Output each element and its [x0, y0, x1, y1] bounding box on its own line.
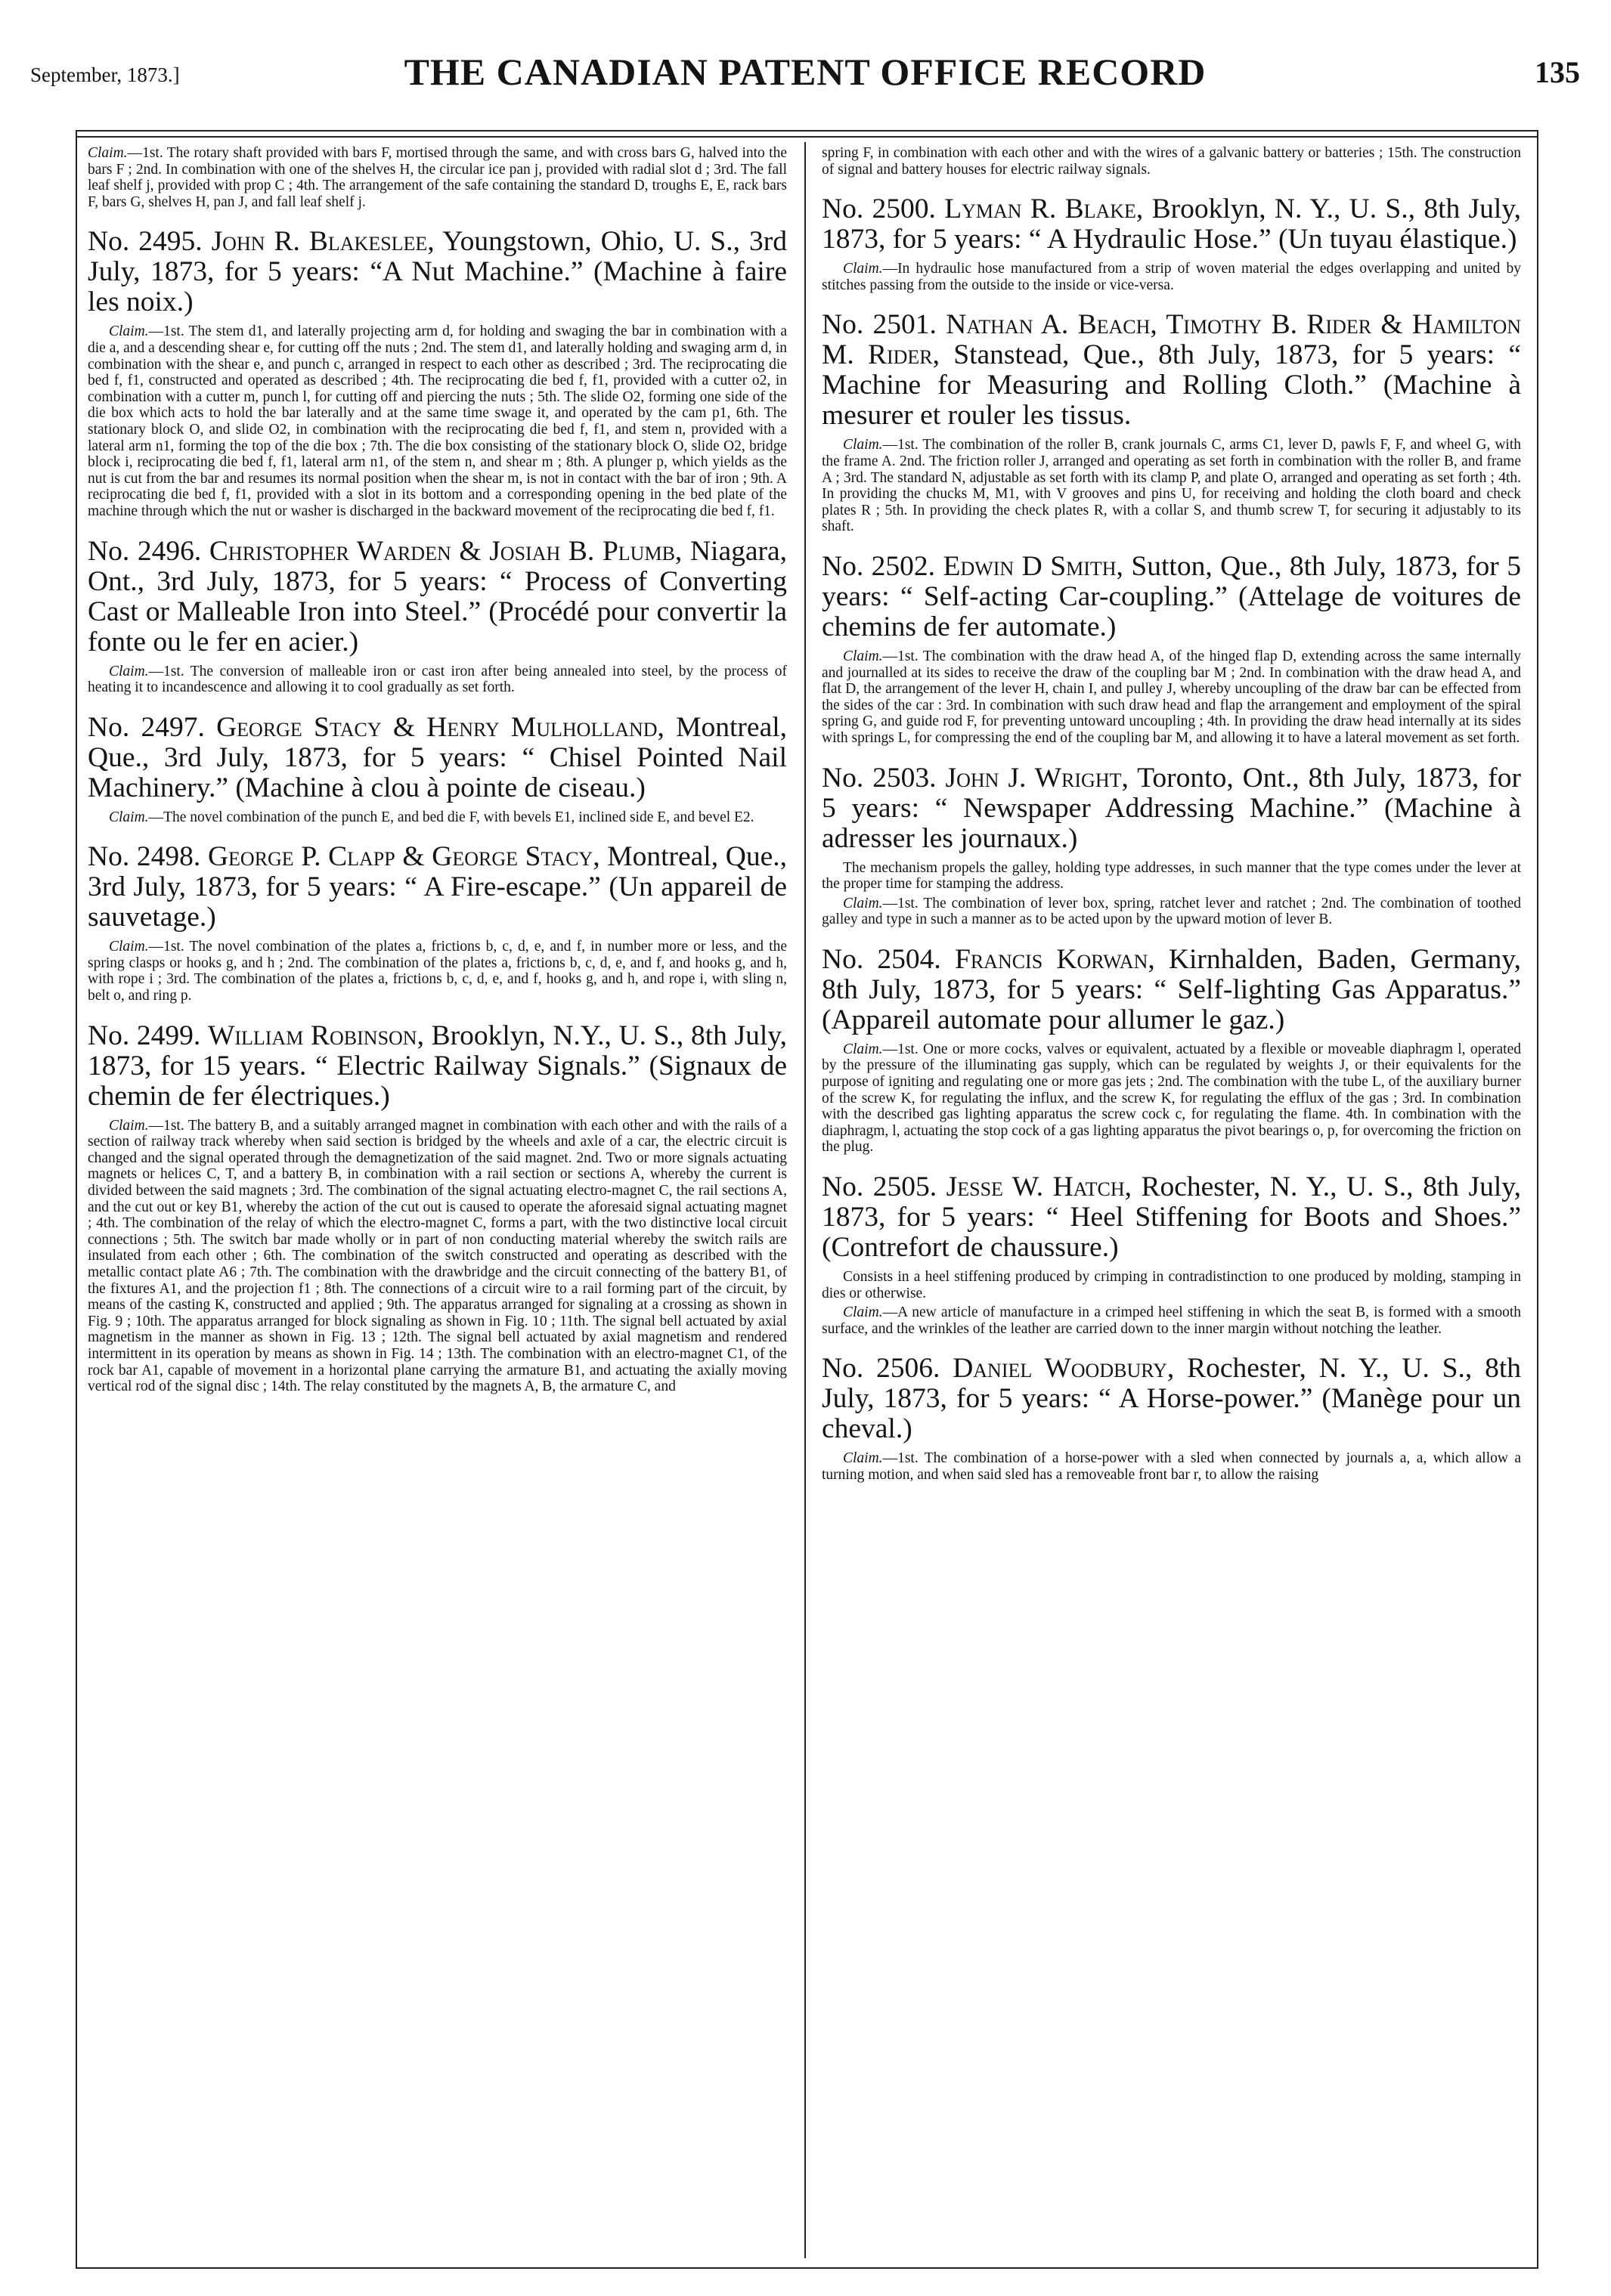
- patent-number: No. 2503.: [822, 762, 937, 794]
- paragraph-text: —1st. The rotary shaft provided with bars F, mortised through the same, and with cross bars G, halved into the bars F ; 2nd. In combination with one of the shelves H, the circular ice pan j, provided with radial slot d ; 3rd. The fall leaf shelf j, provided with prop C ; 4th. The arrangement of the safe containing the standard D, troughs E, E, rack bars F, bars G, shelves H, pan J, and fall leaf shelf j.: [88, 145, 787, 210]
- page-number: 135: [1535, 55, 1580, 89]
- claim-paragraph: [822, 437, 1521, 535]
- claim-label: Claim.: [109, 809, 149, 825]
- patent-number: No. 2495.: [88, 226, 203, 258]
- claim-label: Claim.: [843, 1450, 883, 1467]
- claim-paragraph: [88, 1118, 787, 1395]
- paragraph-text: spring F, in combination with each other and with the wires of a galvanic battery or batteries ; 15th. The construction of signal and battery houses for electric railway signals.: [822, 145, 1521, 178]
- claim-paragraph: [822, 896, 1521, 928]
- patent-entry: [88, 842, 787, 1004]
- publication-title: THE CANADIAN PATENT OFFICE RECORD: [404, 51, 1207, 93]
- patent-entry: [88, 537, 787, 696]
- patent-entry: [88, 713, 787, 826]
- paragraph-text: —1st. The battery B, and a suitably arranged magnet in combination with each other and with the rails of a section of railway track whereby when said section is bridged by the wheels and axle of a car, the electric circuit is changed and the signal operated through the demagnetization of the said magnet. 2nd. Two or more signals actuating magnets or helices C, T, and a battery B, in combination with a rail section or sections A, whereby the current is divided between the said magnets ; 3rd. The combination of the signal actuating electro-magnet C, the rail sections A, and the cut out or key B1, whereby the action of the cut out is caused to operate the aforesaid signal actuating magnet ; 4th. The combination of the relay of which the electro-magnet C, forms a part, with the two distinctive local circuit connections ; 5th. The switch bar made wholly or in part of non conducting material whereby the switch rails are insulated from each other ; 6th. The combination of the switch constructed and operating as described with the metallic contact plate A6 ; 7th. The combination with the drawbridge and the circuit connecting of the battery B1, of the fixtures A1, and the projection f1 ; 8th. The connections of a circuit wire to a rail forming part of the circuit, by means of the casting K, constructed and applied ; 9th. The apparatus arranged for signaling at a crossing as shown in Fig. 9 ; 10th. The apparatus arranged for block signaling as shown in Fig. 10 ; 11th. The signal bell actuated by axial magnetism in the manner as shown in Fig. 13 ; 12th. The signal bell actuated by axial magnetism and rendered intermittent in its operation by means as shown in Fig. 14 ; 13th. The combination with an electro-magnet C1, of the rock bar A1, capable of movement in a horizontal plane carrying the armature B1, and actuating the axially moving vertical rod of the signal disc ; 14th. The relay constituted by the magnets A, B, the armature C, and: [88, 1117, 787, 1395]
- paragraph-text: —1st. The combination of lever box, spring, ratchet lever and ratchet ; 2nd. The combination of toothed galley and type in such a manner as to be acted upon by the upward motion of lever B.: [822, 895, 1521, 928]
- patent-details: Brooklyn, N.Y., U. S., 8th July, 1873, for 15 years. “ Electric Railway Signals.” (Signaux de chemin de fer électriques.): [88, 1020, 787, 1112]
- column-rule: [804, 142, 806, 2258]
- claim-label: Claim.: [109, 323, 149, 340]
- description-paragraph: [822, 860, 1521, 893]
- patent-details: Rochester, N. Y., U. S., 8th July, 1873, for 5 years: “ A Horse-power.” (Manège pour un cheval.): [822, 1353, 1521, 1445]
- patent-number: No. 2496.: [88, 535, 202, 567]
- claim-label: Claim.: [843, 1304, 883, 1321]
- paragraph-text: —1st. The combination of the roller B, crank journals C, arms C1, lever D, pawls F, F, and wheel G, with the frame A. 2nd. The friction roller J, arranged and operating as set forth in combination with the roller B, and frame A ; 3rd. The standard N, adjustable as set forth with its clamp P, and plate O, arranged and operating as set forth ; 4th. In providing the chucks M, M1, with V grooves and pins U, for receiving and holding the cloth board and check plates R ; 5th. In providing the check plates R, with a collar S, and thumb screw T, for securing it adjustably to its shaft.: [822, 437, 1521, 535]
- patent-heading: [822, 945, 1521, 1035]
- paragraph-text: —The novel combination of the punch E, and bed die F, with bevels E1, inclined side E, and bevel E2.: [148, 809, 754, 825]
- patent-details: Kirnhalden, Baden, Germany, 8th July, 1873, for 5 years: “ Self-lighting Gas Apparatus.” (Appareil automate pour allumer le gaz.): [822, 943, 1521, 1035]
- paragraph-text: —1st. The combination of a horse-power with a sled when connected by journals a, a, which allow a turning motion, and when said sled has a removeable front bar r, to allow the raising: [822, 1450, 1521, 1483]
- patent-details: Montreal, Que., 3rd July, 1873, for 5 years: “ A Fire-escape.” (Un appareil de sauvetage.): [88, 841, 787, 933]
- patent-details: Niagara, Ont., 3rd July, 1873, for 5 years: “ Process of Converting Cast or Malleable Iron into Steel.” (Procédé pour convertir la fonte ou le fer en acier.): [88, 535, 787, 658]
- patent-number: No. 2500.: [822, 193, 936, 225]
- patentee-names: John R. Blakeslee,: [211, 226, 435, 258]
- patent-heading: [88, 713, 787, 803]
- patentee-names: Edwin D Smith,: [943, 550, 1123, 582]
- patent-heading: [822, 763, 1521, 854]
- frame-double-rule: [77, 136, 1537, 138]
- patent-details: Montreal, Que., 3rd July, 1873, for 5 years: “ Chisel Pointed Nail Machinery.” (Machine à clou à pointe de ciseau.): [88, 711, 787, 803]
- paragraph-text: Consists in a heel stiffening produced by crimping in contradistinction to one produced by molding, stamping in dies or otherwise.: [822, 1269, 1521, 1301]
- claim-label: Claim.: [109, 1117, 149, 1134]
- left-column: [88, 145, 787, 2254]
- claim-label: Claim.: [843, 261, 883, 277]
- claim-label: Claim.: [843, 648, 883, 664]
- claim-paragraph: [822, 1450, 1521, 1483]
- running-head: [30, 42, 1580, 110]
- description-paragraph: [822, 145, 1521, 178]
- patent-number: No. 2498.: [88, 841, 201, 873]
- patent-entry: [88, 145, 787, 210]
- claim-paragraph: [88, 809, 787, 826]
- patent-entry: [822, 310, 1521, 535]
- claim-label: Claim.: [843, 895, 883, 911]
- patent-entry: [822, 194, 1521, 293]
- patentee-names: John J. Wright,: [945, 762, 1129, 794]
- patent-number: No. 2506.: [822, 1353, 940, 1385]
- claim-label: Claim.: [109, 663, 149, 679]
- patent-entry: [822, 145, 1521, 178]
- patent-number: No. 2497.: [88, 711, 205, 743]
- patent-entry: [822, 1354, 1521, 1483]
- paragraph-text: —In hydraulic hose manufactured from a strip of woven material the edges overlapping and united by stitches passing from the outside to the inside or vice-versa.: [822, 261, 1521, 293]
- claim-paragraph: [88, 145, 787, 210]
- patent-details: Brooklyn, N. Y., U. S., 8th July, 1873, for 5 years: “ A Hydraulic Hose.” (Un tuyau élastique.): [822, 193, 1521, 255]
- claim-paragraph: [822, 1304, 1521, 1337]
- patent-heading: [88, 227, 787, 317]
- patent-heading: [822, 552, 1521, 642]
- page-frame: [76, 130, 1538, 2269]
- patentee-names: George P. Clapp & George Stacy,: [207, 841, 600, 873]
- claim-label: Claim.: [843, 437, 883, 453]
- patent-details: Rochester, N. Y., U. S., 8th July, 1873, for 5 years: “ Heel Stiffening for Boots and Shoes.” (Contrefort de chaussure.): [822, 1171, 1521, 1264]
- patent-heading: [822, 310, 1521, 431]
- patent-details: Youngstown, Ohio, U. S., 3rd July, 1873, for 5 years: “A Nut Machine.” (Machine à faire les noix.): [88, 226, 787, 318]
- claim-paragraph: [822, 261, 1521, 293]
- issue-date: September, 1873.]: [30, 63, 180, 86]
- patent-entry: [88, 227, 787, 519]
- right-column: [822, 145, 1521, 2254]
- patent-heading: [822, 194, 1521, 255]
- description-paragraph: [822, 1269, 1521, 1301]
- patentee-names: William Robinson,: [207, 1020, 424, 1051]
- claim-paragraph: [822, 1041, 1521, 1156]
- patent-details: Toronto, Ont., 8th July, 1873, for 5 years: “ Newspaper Addressing Machine.” (Machine à adresser les journaux.): [822, 762, 1521, 854]
- patent-number: No. 2505.: [822, 1171, 937, 1203]
- patentee-names: Christopher Warden & Josiah B. Plumb,: [209, 535, 683, 567]
- patent-entry: [822, 552, 1521, 747]
- paragraph-text: —1st. The combination with the draw head A, of the hinged flap D, extending across the same internally and journalled at its sides to receive the draw of the coupling bar M ; 2nd. In combination with the draw head A, and flat D, the arrangement of the lever H, chain I, and pulley J, whereby uncoupling of the draw bar can be effected from the sides of the car : 3rd. In combination with such draw head and flap the arrangement and employment of the spiral spring G, and guide rod F, for preventing untoward uncoupling ; 4th. In providing the draw head internally at its sides with springs L, for compressing the end of the coupling bar M, and allowing it to have a lateral movement as set forth.: [822, 648, 1521, 746]
- claim-label: Claim.: [88, 145, 128, 161]
- paragraph-text: —1st. The conversion of malleable iron or cast iron after being annealed into steel, by the process of heating it to incandescence and allowing it to cool gradually as set forth.: [88, 663, 787, 696]
- claim-paragraph: [88, 323, 787, 519]
- patent-entry: [822, 945, 1521, 1156]
- paragraph-text: The mechanism propels the galley, holding type addresses, in such manner that the type comes under the lever at the proper time for stamping the address.: [822, 859, 1521, 893]
- patent-details: Stanstead, Que., 8th July, 1873, for 5 years: “ Machine for Measuring and Rolling Cloth.” (Machine à mesurer et rouler les tissus.: [822, 339, 1521, 432]
- paragraph-text: —A new article of manufacture in a crimped heel stiffening in which the seat B, is formed with a smooth surface, and the wrinkles of the leather are carried down to the inner margin without notching the leather.: [822, 1304, 1521, 1337]
- claim-paragraph: [88, 939, 787, 1004]
- patent-number: No. 2501.: [822, 309, 937, 341]
- claim-label: Claim.: [843, 1041, 883, 1057]
- claim-paragraph: [822, 648, 1521, 747]
- patentee-names: Jesse W. Hatch,: [946, 1171, 1132, 1203]
- patent-entry: [822, 763, 1521, 928]
- patent-number: No. 2502.: [822, 550, 936, 582]
- patentee-names: George Stacy & Henry Mulholland,: [216, 711, 665, 743]
- paragraph-text: —1st. The stem d1, and laterally projecting arm d, for holding and swaging the bar in combination with a die a, and a descending shear e, for cutting off the nuts ; 2nd. The stem d1, and laterally holding and swaging arm d, in combination with the shear e, and punch c, arranged in respect to each other as described ; 3rd. The reciprocating die bed f, f1, constructed and operated as described ; 4th. The reciprocating die bed f, f1, provided with a cutter o2, in combination with a cutter m, punch l, for cutting off and piercing the nuts ; 5th. The slide O2, forming one side of the die box which acts to hold the bar laterally and at the same time swage it, and operated by the cam p1, 6th. The stationary block O, and slide O2, in combination with the reciprocating die bed f, f1, and stem n, provided with a lateral arm n1, forming the top of the die box ; 7th. The die box consisting of the stationary block O, slide O2, bridge block i, reciprocating die bed f, f1, lateral arm n1, of the stem n, and shear m ; 8th. A plunger p, which yields as the nut is cut from the bar and resumes its normal position when the shear m, is not in contact with the bar of iron ; 9th. A reciprocating die bed f, f1, provided with a slot in its bottom and a corresponding opening in the bed plate of the machine through which the nut or washer is discharged in the backward movement of the reciprocating die bed f, f1.: [88, 323, 787, 519]
- patent-heading: [822, 1172, 1521, 1263]
- paragraph-text: —1st. The novel combination of the plates a, frictions b, c, d, e, and f, in number more or less, and the spring clasps or hooks g, and h ; 2nd. The combination of the plates a, frictions b, c, d, e, and f, and hooks g, and h, with rope i ; 3rd. The combination of the plates a, frictions b, c, d, e, and f, hooks g, and h, and rope i, with sling n, belt o, and ring p.: [88, 939, 787, 1004]
- patent-entry: [88, 1021, 787, 1395]
- patentee-names: Lyman R. Blake,: [944, 193, 1144, 225]
- patent-heading: [822, 1354, 1521, 1444]
- patentee-names: Daniel Woodbury,: [953, 1353, 1175, 1385]
- patent-details: Sutton, Que., 8th July, 1873, for 5 years: “ Self-acting Car-coupling.” (Attelage de voitures de chemins de fer automate.): [822, 550, 1521, 642]
- claim-paragraph: [88, 664, 787, 696]
- patent-heading: [88, 1021, 787, 1112]
- patent-number: No. 2499.: [88, 1020, 201, 1051]
- paragraph-text: —1st. One or more cocks, valves or equivalent, actuated by a flexible or moveable diaphragm l, operated by the pressure of the illuminating gas supply, which can be regulated by weights J, or their equivalents for the purpose of igniting and regulating one or more gas jets ; 2nd. The combination with the tube L, of the auxiliary burner of the screw K, for regulating the influx, and the screw K, for regulating the efflux of the gas ; 3rd. In combination with the described gas lighting apparatus the screw cock c, for regulating the flame. 4th. In combination with the diaphragm, l, actuating the stop cock of a gas lighting apparatus the pivot bearings o, p, for overcoming the friction on the plug.: [822, 1041, 1521, 1156]
- patent-heading: [88, 842, 787, 933]
- claim-label: Claim.: [109, 939, 149, 955]
- patent-heading: [88, 537, 787, 658]
- patentee-names: Nathan A. Beach, Timothy B. Rider & Hamilton M. Rider,: [822, 309, 1521, 371]
- patent-entry: [822, 1172, 1521, 1337]
- patentee-names: Francis Korwan,: [954, 943, 1155, 975]
- patent-number: No. 2504.: [822, 943, 941, 975]
